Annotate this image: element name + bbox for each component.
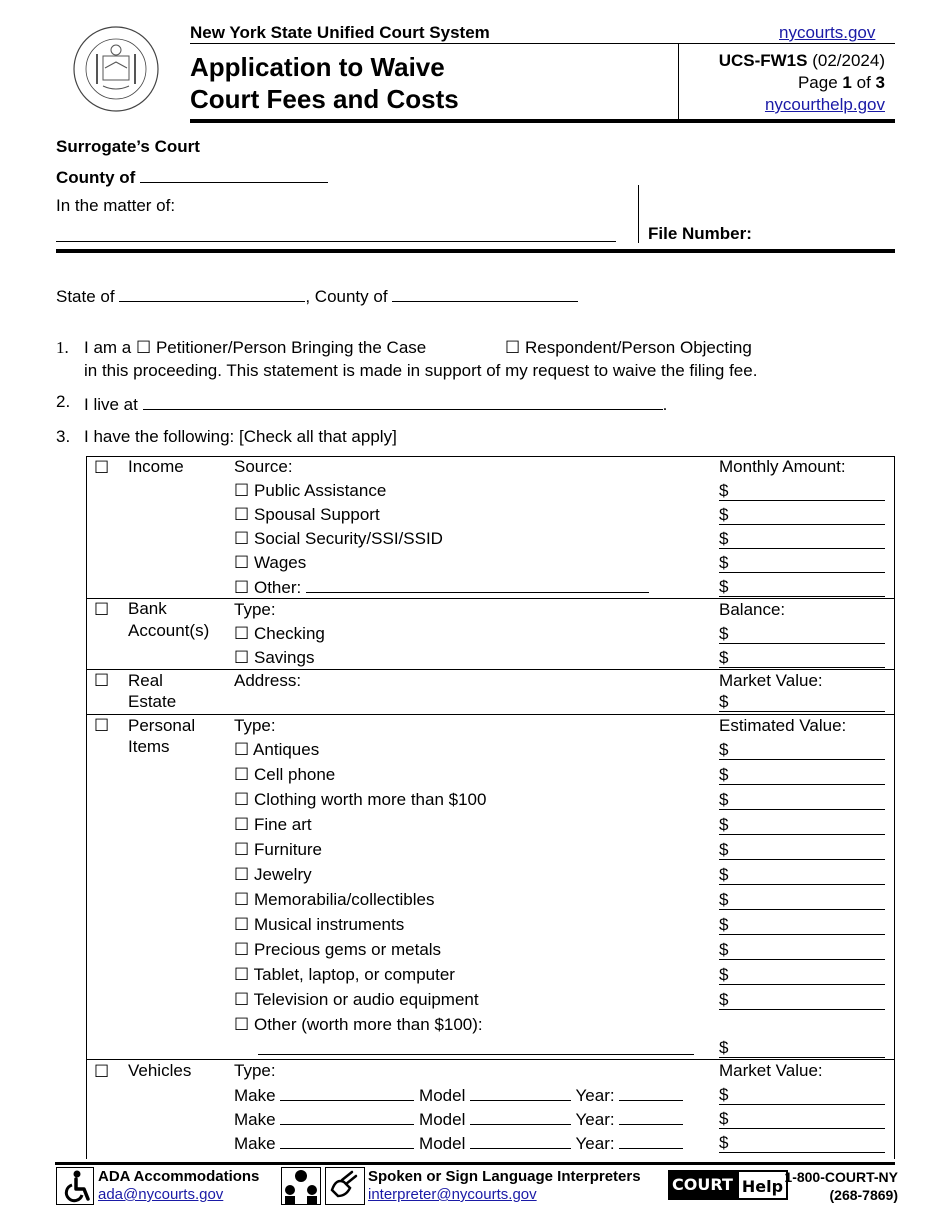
list-item: ☐ Antiques — [234, 740, 320, 759]
org-name: New York State Unified Court System — [190, 23, 490, 42]
real-estate-label: Real Estate — [128, 671, 177, 711]
vehicles-checkbox[interactable]: ☐ — [94, 1062, 110, 1081]
item-1-line2: in this proceeding. This statement is made in support of my request to waive the filing fee. — [84, 361, 758, 380]
sign-language-icon — [325, 1167, 365, 1205]
list-item: ☐ Clothing worth more than $100 — [234, 790, 487, 809]
vehicles-amounts: Market Value: $ $ $ — [719, 1059, 885, 1155]
form-meta: UCS-FW1S (02/2024) Page 1 of 3 nycourthelp.gov — [718, 51, 885, 114]
item-3-number: 3. — [56, 427, 71, 446]
real-estate-amounts: Market Value: $ — [719, 670, 885, 712]
real-estate-checkbox[interactable]: ☐ — [94, 671, 110, 690]
caption-county: County of — [56, 165, 328, 188]
list-item: ☐ Fine art — [234, 815, 312, 834]
ada-email-link[interactable]: ada@nycourts.gov — [98, 1186, 224, 1203]
personal-types: Type: ☐ Antiques ☐ Cell phone ☐ Clothing worth more than $100 ☐ Fine art ☐ Furniture ☐ Jewelry ☐ Memorabilia/collectibles ☐ Musical instruments ☐ Precious gems or metals ☐ Tablet, laptop, or computer ☐ Television or audio equipment ☐ Other (worth more than $100): — [234, 714, 694, 1059]
matter-field[interactable] — [56, 224, 616, 242]
address-field[interactable] — [143, 392, 663, 410]
list-item: ☐ Television or audio equipment — [234, 990, 479, 1009]
bank-amounts: Balance: $ $ — [719, 598, 885, 670]
interpreter-icon — [281, 1167, 321, 1205]
list-item: Make Model Year: — [234, 1083, 683, 1107]
income-sources: Source: ☐ Public Assistance ☐ Spousal Support ☐ Social Security/SSI/SSID ☐ Wages ☐ Other: — [234, 455, 649, 599]
matter-label: In the matter of: — [56, 196, 176, 215]
nycourts-link[interactable]: nycourts.gov — [779, 23, 876, 42]
venue-county-field[interactable] — [392, 284, 578, 302]
list-item: ☐ Spousal Support — [234, 505, 380, 524]
file-number-label: File Number: — [648, 224, 752, 243]
court-help-logo: COURT Help — [668, 1170, 766, 1200]
list-item: Make Model Year: — [234, 1131, 683, 1155]
list-item: ☐ Furniture — [234, 840, 323, 859]
vehicles-types: Type: Make Model Year: Make Model Year: Make Model Year: — [234, 1059, 683, 1155]
list-item: ☐ Social Security/SSI/SSID — [234, 529, 443, 548]
income-label: Income — [128, 457, 184, 476]
item-1-number: 1. — [56, 338, 69, 357]
list-item: ☐ Other: — [234, 575, 649, 599]
interpreter-title: Spoken or Sign Language Interpreters — [368, 1168, 641, 1185]
item-2-number: 2. — [56, 392, 71, 411]
list-item: ☐ Precious gems or metals — [234, 940, 442, 959]
accessibility-icon — [56, 1167, 94, 1205]
list-item: ☐ Jewelry — [234, 865, 312, 884]
venue-line: State of , County of — [56, 284, 578, 307]
list-item: Make Model Year: — [234, 1107, 683, 1131]
income-checkbox[interactable]: ☐ — [94, 458, 110, 477]
list-item: ☐ Cell phone — [234, 765, 336, 784]
item-2-line: I live at . — [84, 392, 667, 415]
court-seal — [73, 24, 159, 114]
personal-label: Personal Items — [128, 716, 196, 756]
list-item: ☐ Wages — [234, 553, 307, 572]
nycourthelp-link[interactable]: nycourthelp.gov — [764, 95, 885, 114]
petitioner-checkbox[interactable]: ☐ — [135, 338, 152, 357]
respondent-checkbox[interactable]: ☐ — [505, 338, 521, 357]
phone-number: 1-800-COURT-NY (268-7869) — [784, 1169, 898, 1203]
other-item-field[interactable] — [258, 1037, 694, 1055]
personal-checkbox[interactable]: ☐ — [94, 716, 110, 735]
state-field[interactable] — [119, 284, 305, 302]
ada-title: ADA Accommodations — [98, 1168, 260, 1185]
bank-checkbox[interactable]: ☐ — [94, 600, 110, 619]
list-item: ☐ Other (worth more than $100): — [234, 1015, 483, 1034]
item-3-text: I have the following: [Check all that apply] — [84, 427, 397, 446]
vehicles-label: Vehicles — [128, 1061, 192, 1080]
list-item: ☐ Savings — [234, 648, 315, 667]
income-amounts: Monthly Amount: $ $ $ $ $ — [719, 455, 885, 599]
interpreter-email-link[interactable]: interpreter@nycourts.gov — [368, 1186, 537, 1203]
form-title: Application to Waive Court Fees and Costs — [190, 52, 459, 114]
list-item: ☐ Checking — [234, 624, 325, 643]
item-1-line: I am a ☐ Petitioner/Person Bringing the Case — [84, 338, 427, 357]
bank-types: Type: ☐ Checking ☐ Savings — [234, 598, 325, 670]
bank-label: Bank Account(s) — [128, 599, 210, 640]
real-estate-address-label: Address: — [234, 671, 302, 690]
list-item: ☐ Public Assistance — [234, 481, 387, 500]
court-name: Surrogate’s Court — [56, 137, 200, 156]
list-item: ☐ Musical instruments — [234, 915, 405, 934]
list-item: ☐ Memorabilia/collectibles — [234, 890, 435, 909]
county-field[interactable] — [140, 165, 328, 183]
personal-amounts: Estimated Value: $ $ $ $ $ $ $ $ $ $ $ $ — [719, 714, 885, 1059]
item-1-opt2: ☐ Respondent/Person Objecting — [505, 338, 752, 357]
list-item: ☐ Tablet, laptop, or computer — [234, 965, 455, 984]
